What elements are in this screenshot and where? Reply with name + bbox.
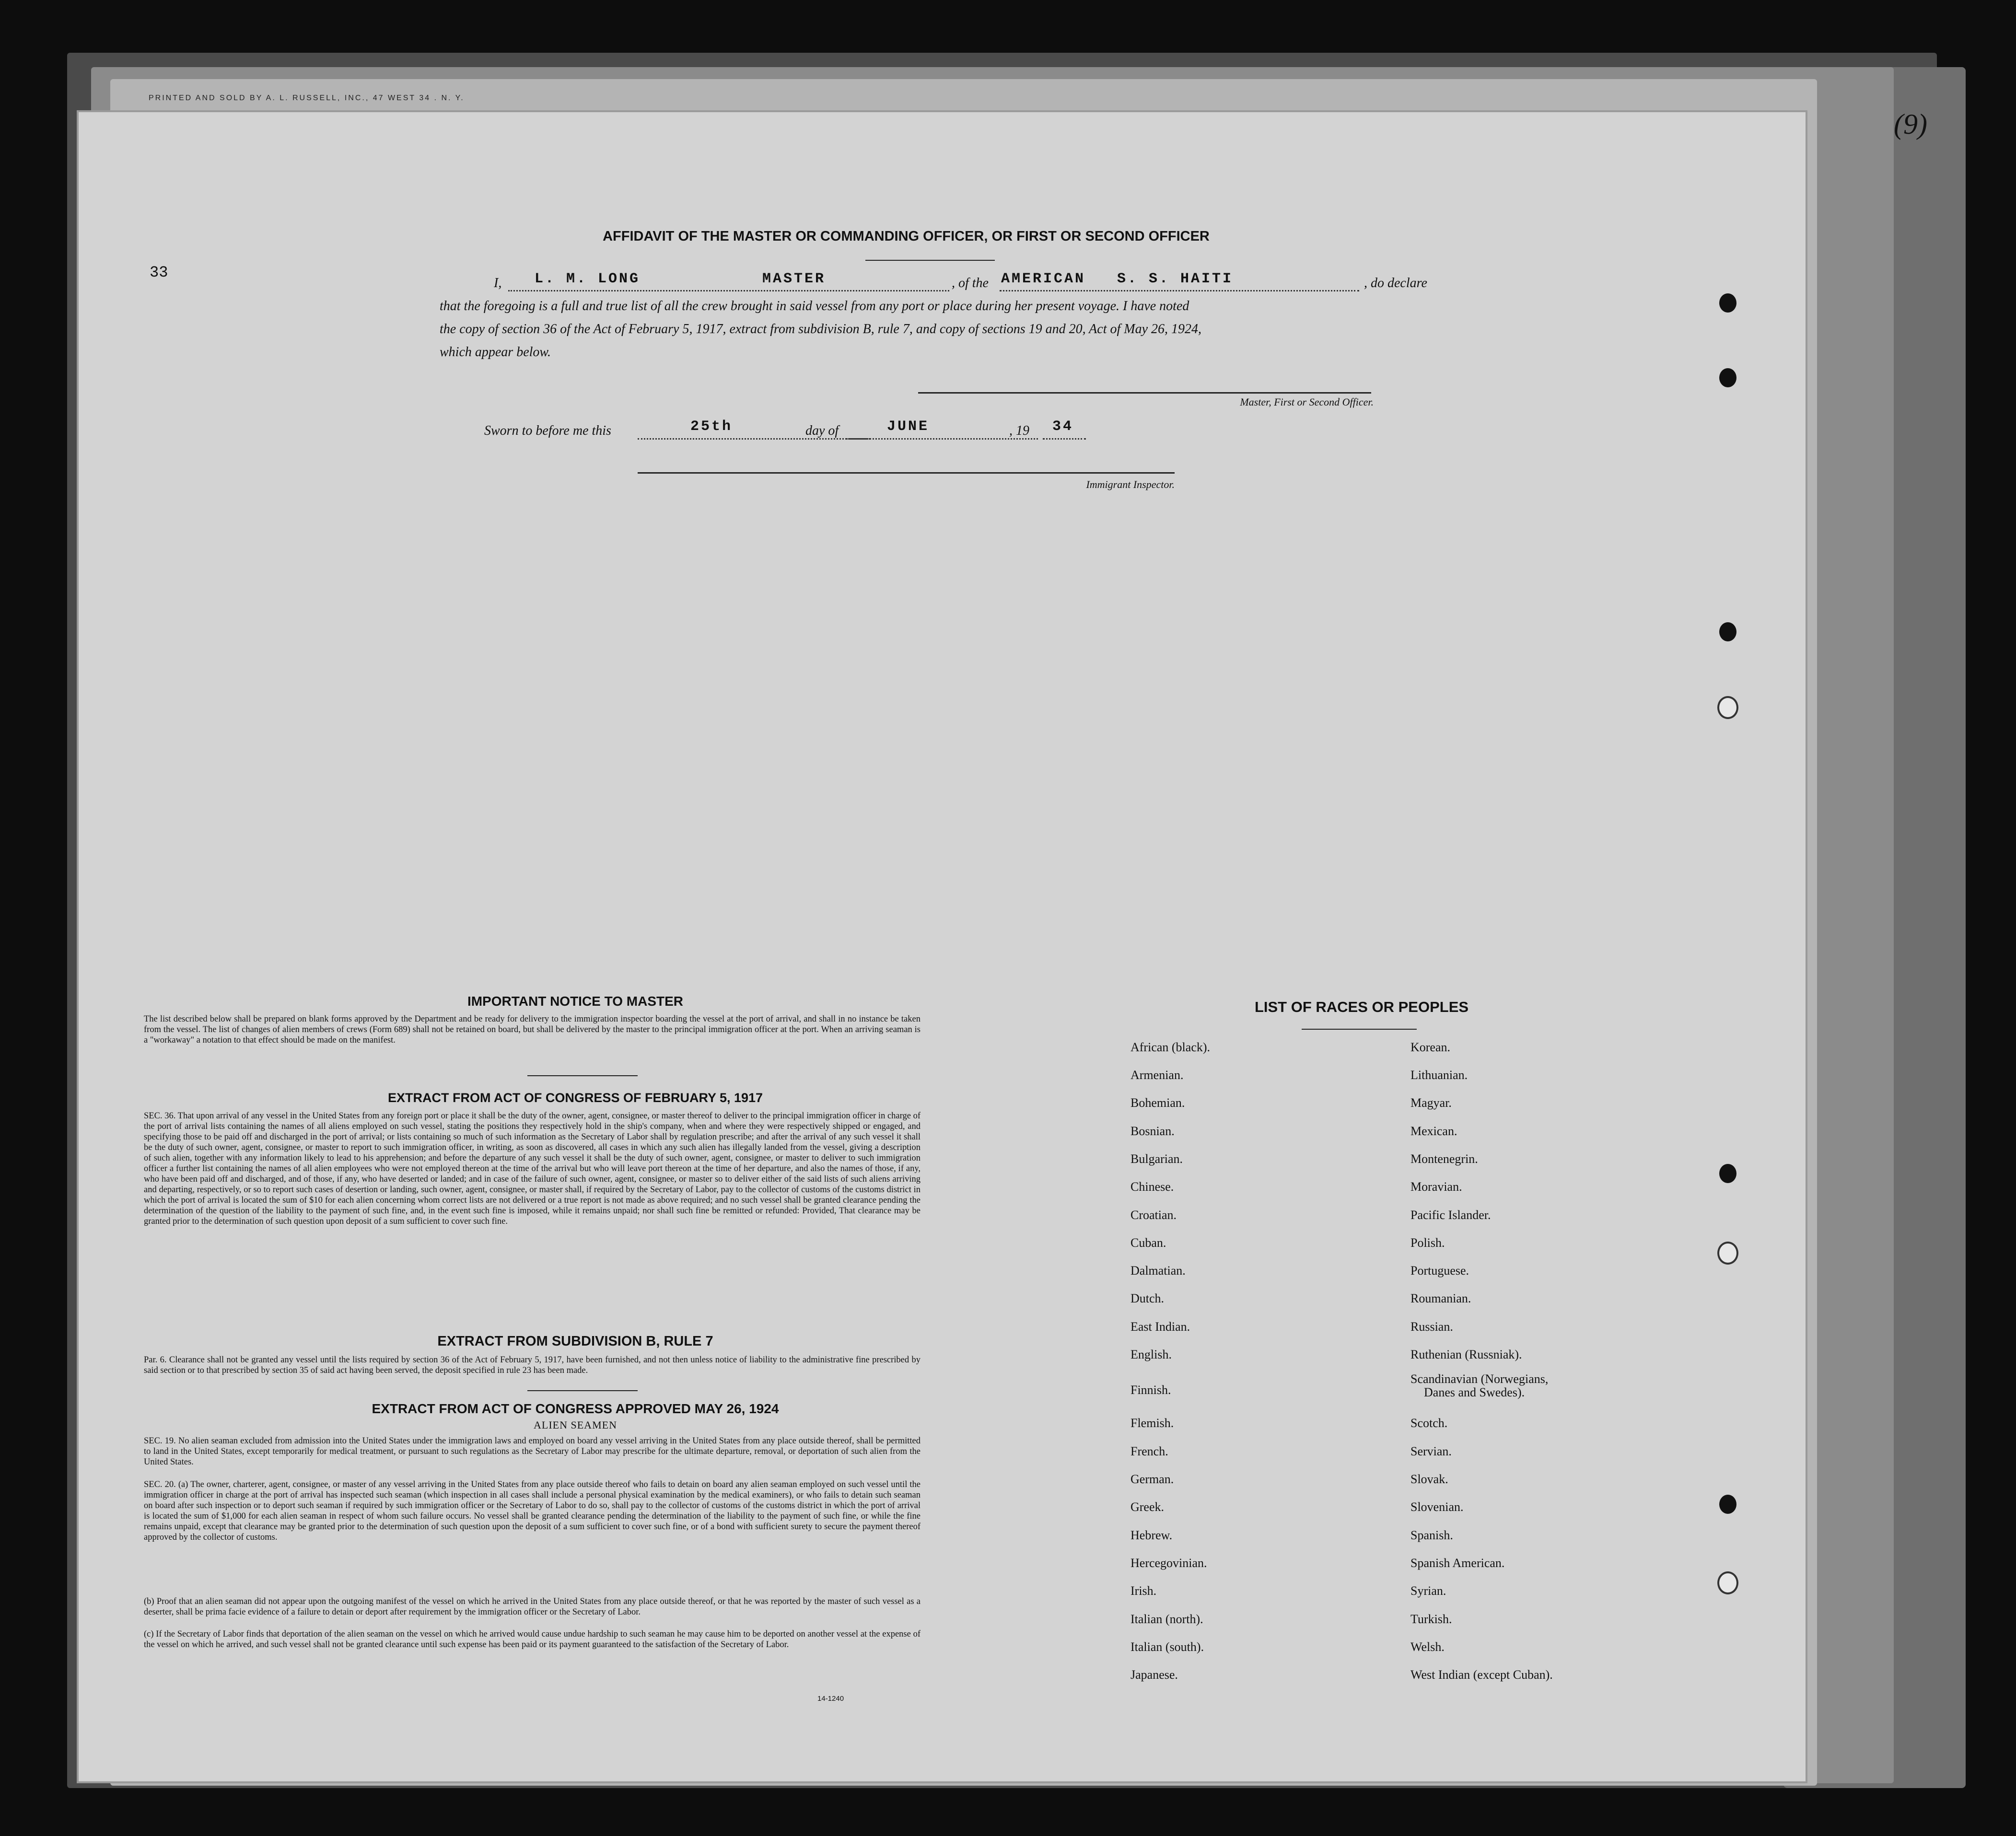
extract-1924-subtitle: ALIEN SEAMEN <box>534 1419 617 1431</box>
race-item: Dutch. <box>1130 1291 1165 1305</box>
day-of-text: day of <box>805 423 839 438</box>
divider <box>865 260 995 261</box>
race-item: Hebrew. <box>1130 1528 1173 1542</box>
binder-hole <box>1719 368 1736 387</box>
extract-rule7-title: EXTRACT FROM SUBDIVISION B, RULE 7 <box>437 1334 713 1349</box>
race-item: Hercegovinian. <box>1130 1556 1207 1570</box>
race-item: East Indian. <box>1130 1320 1190 1334</box>
race-item: Slovenian. <box>1410 1500 1464 1514</box>
affidavit-title: AFFIDAVIT OF THE MASTER OR COMMANDING OFFICER, OR FIRST OR SECOND OFFICER <box>603 229 1210 244</box>
fill-line <box>1000 290 1359 291</box>
sworn-month: JUNE <box>887 418 930 435</box>
binder-hole <box>1717 1242 1738 1265</box>
race-item: Moravian. <box>1410 1180 1462 1194</box>
race-item: Ruthenian (Russniak). <box>1410 1348 1522 1361</box>
sworn-day: 25th <box>690 418 733 435</box>
affidavit-line-2: that the foregoing is a full and true list of all the crew brought in said vessel from any port or place during her present voyage. I have noted <box>440 299 1189 314</box>
race-item: Cuban. <box>1130 1236 1166 1250</box>
fill-line <box>1043 438 1086 440</box>
race-item: Finnish. <box>1130 1383 1171 1397</box>
race-item: Korean. <box>1410 1040 1451 1054</box>
race-item: Bulgarian. <box>1130 1152 1183 1166</box>
extract-1924-title: EXTRACT FROM ACT OF CONGRESS APPROVED MAY 26, 1924 <box>372 1401 779 1416</box>
page-number-mark: (9) <box>1894 108 1927 140</box>
affidavit-i: I, <box>494 276 502 291</box>
printer-imprint: PRINTED AND SOLD BY A. L. RUSSELL, INC., 47 WEST 34 . N. Y. <box>149 94 465 102</box>
year-prefix: , 19 <box>1009 423 1029 438</box>
race-item: Polish. <box>1410 1236 1445 1250</box>
race-item: Russian. <box>1410 1320 1453 1334</box>
vessel-name: S. S. HAITI <box>1117 271 1234 287</box>
race-item: Italian (north). <box>1130 1612 1203 1626</box>
race-item: Greek. <box>1130 1500 1165 1514</box>
affidavit-line-3: the copy of section 36 of the Act of February 5, 1917, extract from subdivision B, rule 7, and copy of sections 19 and 20, Act of May 26, 1924, <box>440 322 1202 337</box>
race-item: Syrian. <box>1410 1584 1446 1598</box>
inspector-signature-line <box>638 472 1175 474</box>
binder-hole <box>1719 293 1736 313</box>
inspector-label: Immigrant Inspector. <box>1086 478 1175 490</box>
race-item: Spanish. <box>1410 1528 1453 1542</box>
vessel-nationality: AMERICAN <box>1001 271 1086 287</box>
sec20b-text: (b) Proof that an alien seaman did not appear upon the outgoing manifest of the vessel on which he arrived in the United States from any place outside thereof, or that he was reported by the master of such vessel as a deserter, shall be prima facie evidence of a failure to detain or deport after requirement by the immigration officer or the Secretary of Labor. <box>144 1597 921 1617</box>
race-item: Dalmatian. <box>1130 1264 1186 1278</box>
divider <box>1302 1029 1417 1030</box>
race-item: Turkish. <box>1410 1612 1452 1626</box>
race-item: Pacific Islander. <box>1410 1208 1491 1222</box>
sec19-text: SEC. 19. No alien seaman excluded from admission into the United States under the immigration laws and employed on board any vessel arriving in the United States from any place outside thereof, shall be permitted to land in the United States, except temporarily for medical treatment, or pursuant to such regulations as the Secretary of Labor may prescribe for the ultimate departure, removal, or deportation of such alien from the United States. <box>144 1436 921 1467</box>
affidavit-do-declare: , do declare <box>1364 276 1427 291</box>
master-rank: MASTER <box>762 271 826 287</box>
divider <box>527 1075 638 1076</box>
extract-1917-title: EXTRACT FROM ACT OF CONGRESS OF FEBRUARY 5, 1917 <box>387 1091 763 1105</box>
race-item: African (black). <box>1130 1040 1211 1054</box>
notice-text: The list described below shall be prepared on blank forms approved by the Department and be ready for delivery to the immigration inspector boarding the vessel at the port of arrival, and shall in no instance be taken from the vessel. The list of changes of alien members of crews (Form 689) shall not be retained on board, but shall be delivered by the master to the principal immigration officer at the port. When an arriving seaman is a "workaway" a notation to that effect should be made on the manifest. <box>144 1014 921 1045</box>
notice-title: IMPORTANT NOTICE TO MASTER <box>467 994 684 1009</box>
sworn-text: Sworn to before me this <box>484 423 611 438</box>
binder-hole <box>1717 1571 1738 1594</box>
race-item: Croatian. <box>1130 1208 1177 1222</box>
race-item: English. <box>1130 1348 1172 1361</box>
binder-hole <box>1719 622 1736 641</box>
race-item: Roumanian. <box>1410 1291 1471 1305</box>
fill-line <box>508 290 949 291</box>
race-item: Mexican. <box>1410 1124 1457 1138</box>
binder-hole <box>1717 696 1738 719</box>
race-item: Welsh. <box>1410 1640 1445 1654</box>
sec20c-text: (c) If the Secretary of Labor finds that deportation of the alien seaman on the vessel on which he arrived would cause undue hardship to such seaman he may cause him to be deported on another vessel at the expense of the vessel on which he arrived, and such vessel shall not be granted clearance until such expense has been paid or its payment guaranteed to the satisfaction of the Secretary of Labor. <box>144 1629 921 1650</box>
master-name: L. M. LONG <box>535 271 641 287</box>
race-item: Bosnian. <box>1130 1124 1175 1138</box>
race-item: Italian (south). <box>1130 1640 1204 1654</box>
manifest-page <box>77 110 1807 1783</box>
race-item: Irish. <box>1130 1584 1157 1598</box>
race-item: Portuguese. <box>1410 1264 1469 1278</box>
race-item: West Indian (except Cuban). <box>1410 1668 1553 1682</box>
sec20a-text: SEC. 20. (a) The owner, charterer, agent, consignee, or master of any vessel arriving in the United States from any place outside thereof who fails to detain on board any alien seaman employed on such vessel until the immigration officer in charge at the port of arrival has inspected such seaman (which inspection in all cases shall include a personal physical examination by the medical examiners), or who fails to detain such seaman on board after such inspection or to deport such seaman if required by such immigration officer or the Secretary of Labor to do so, shall pay to the collector of customs of the customs district in which the port of arrival is located the sum of $1,000 for each alien seaman in respect of whom such failure occurs. No vessel shall be granted clearance pending the determination of the liability to the payment of such fine, or while the fine remains unpaid, except that clearance may be granted prior to the determination of such question upon the deposit of a sum sufficient to cover such fine, or of a bond with sufficient surety to secure the payment thereof approved by the collector of customs. <box>144 1480 921 1542</box>
sworn-year: 34 <box>1052 418 1074 435</box>
race-item: Slovak. <box>1410 1472 1448 1486</box>
race-item: Servian. <box>1410 1444 1452 1458</box>
master-signature-label: Master, First or Second Officer. <box>1240 396 1374 408</box>
master-signature-line <box>918 392 1371 394</box>
race-item: Scotch. <box>1410 1416 1448 1430</box>
race-item: Armenian. <box>1130 1068 1184 1082</box>
race-item: Danes and Swedes). <box>1424 1385 1525 1399</box>
race-item: Magyar. <box>1410 1096 1452 1110</box>
race-item: Chinese. <box>1130 1180 1174 1194</box>
extract-rule7-text: Par. 6. Clearance shall not be granted any vessel until the lists required by section 36 of the Act of February 5, 1917, have been furnished, and not then unless notice of liability to the administrative fine prescribed by said section or to that prescribed by section 35 of said act having been served, the deposit specified in rule 23 has been made. <box>144 1355 921 1375</box>
race-item: Bohemian. <box>1130 1096 1185 1110</box>
affidavit-line-4: which appear below. <box>440 345 551 360</box>
margin-mark: 33 <box>150 264 168 281</box>
race-item: Flemish. <box>1130 1416 1174 1430</box>
binder-hole <box>1719 1495 1736 1514</box>
race-item: Lithuanian. <box>1410 1068 1468 1082</box>
race-item: Spanish American. <box>1410 1556 1505 1570</box>
races-title: LIST OF RACES OR PEOPLES <box>1254 999 1469 1015</box>
race-item: Scandinavian (Norwegians, <box>1410 1372 1549 1386</box>
race-item: German. <box>1130 1472 1174 1486</box>
affidavit-of-the: , of the <box>952 276 989 291</box>
race-item: French. <box>1130 1444 1168 1458</box>
binder-hole <box>1719 1164 1736 1183</box>
form-number: 14-1240 <box>817 1695 844 1703</box>
extract-1917-text: SEC. 36. That upon arrival of any vessel in the United States from any foreign port or place it shall be the duty of the owner, agent, consignee, or master thereof to deliver to the principal immigration officer in charge of the port of arrival lists containing the names of all aliens employed on such vessel, stating the positions they respectively hold in the ship's company, when and where they were respectively shipped or engaged, and specifying those to be paid off and discharged in the port of arrival; or lists containing so much of such information as the Secretary of Labor shall by regulation prescribe; and after the arrival of any such vessel it shall be the duty of such owner, agent, consignee, or master to report to such immigration officer, in writing, as soon as discovered, all cases in which any such alien has illegally landed from the vessel, giving a description of such alien, together with any information likely to lead to his apprehension; and before the departure of any such vessel it shall be the duty of such owner, agent, consignee, or master to deliver to such immigration officer a further list containing the names of all alien employees who were not employed thereon at the time of the arrival but who will leave port thereon at the time of her departure, and also the names of those, if any, who have been paid off and discharged, and of those, if any, who have deserted or landed; and in case of the failure of such owner, agent, consignee, or master so to deliver either of the said lists of such aliens arriving and departing, respectively, or so to report such cases of desertion or landing, such owner, agent, consignee, or master shall, if required by the Secretary of Labor, pay to the collector of customs of the customs district in which the port of arrival is located the sum of $10 for each alien concerning whom correct lists are not delivered or a true report is not made as above required; and no such vessel shall be granted clearance pending the determination of the question of the liability to the payment of such fine, and, in the event such fine is imposed, while it remains unpaid; nor shall such fine be remitted or refunded: Provided, That clearance may be granted prior to the determination of such question upon deposit of a sum sufficient to cover such fine. <box>144 1111 921 1226</box>
race-item: Montenegrin. <box>1410 1152 1478 1166</box>
race-item: Japanese. <box>1130 1668 1178 1682</box>
divider <box>527 1390 638 1391</box>
